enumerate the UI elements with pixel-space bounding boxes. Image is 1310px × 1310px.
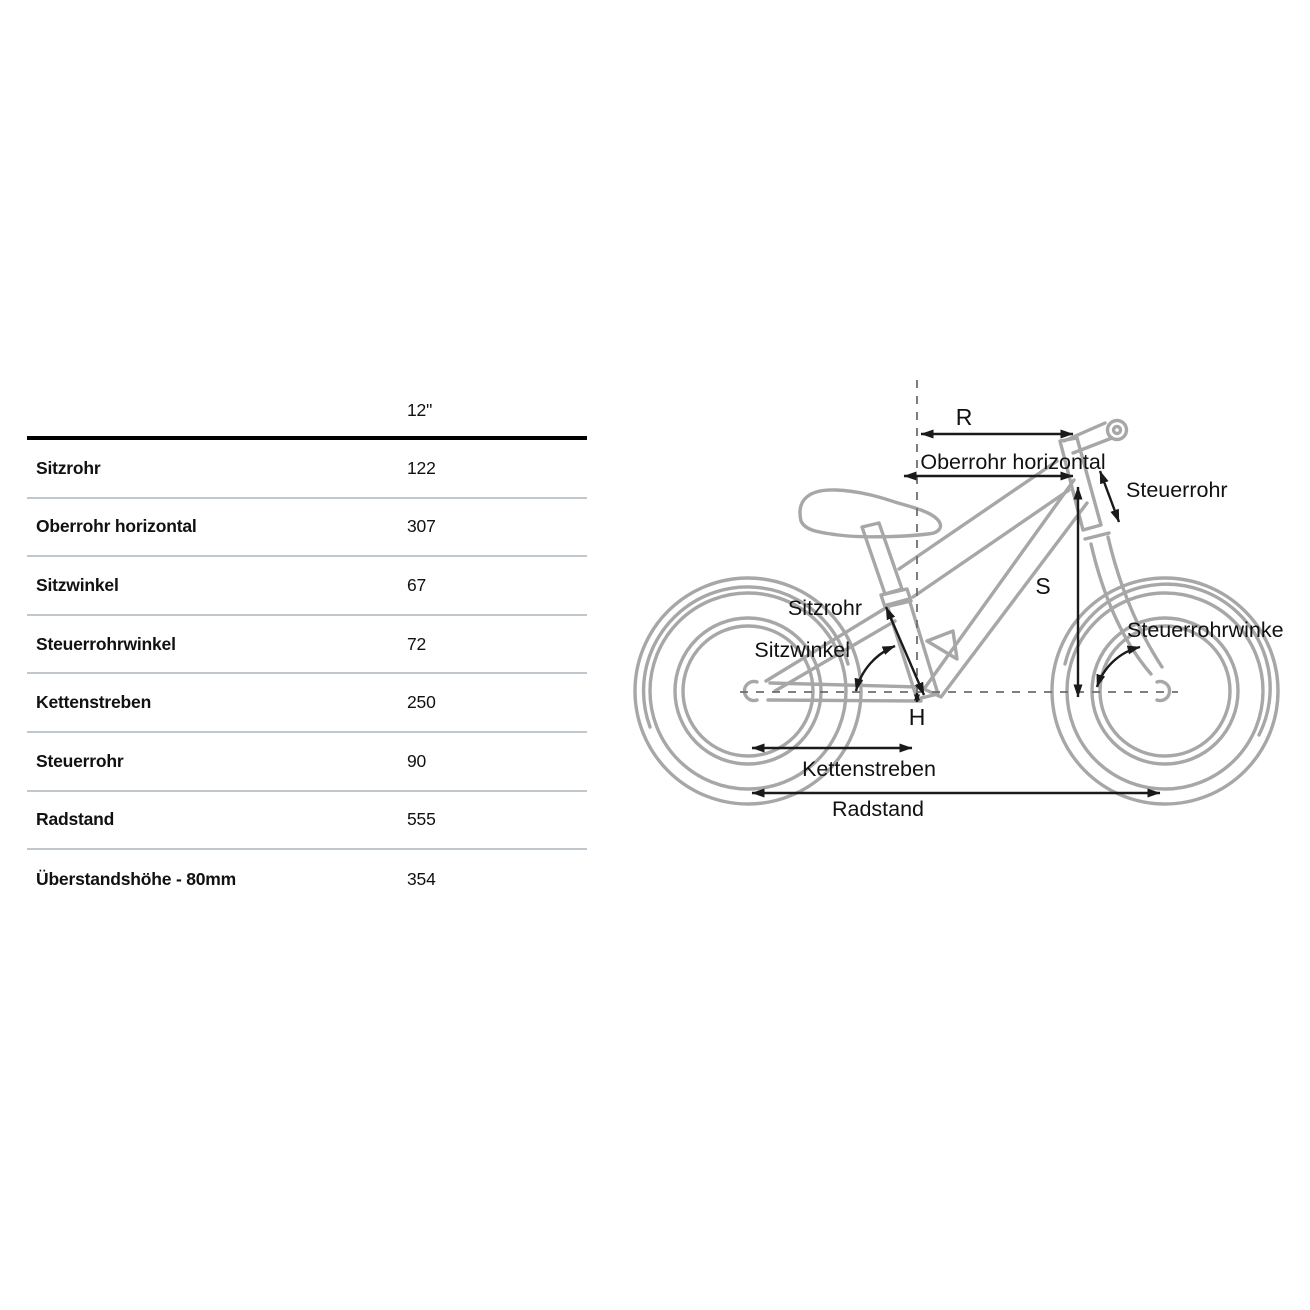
row-label: Radstand	[36, 809, 115, 830]
row-value: 307	[407, 516, 436, 537]
grip-inner	[1114, 427, 1121, 434]
top-tube-label: Oberrohr horizontal	[920, 450, 1106, 474]
row-label: Sitzrohr	[36, 457, 101, 478]
row-label: Oberrohr horizontal	[36, 516, 197, 537]
front-dropout	[1157, 682, 1170, 701]
chainstay-bottom	[768, 700, 921, 701]
frame-cutout	[927, 631, 957, 659]
seat-post	[862, 523, 902, 594]
row-label: Überstandshöhe - 80mm	[36, 868, 237, 889]
stack-label: S	[1035, 573, 1051, 599]
row-label: Steuerrohrwinkel	[36, 633, 176, 654]
chainstay-top	[770, 683, 919, 687]
bb-drop-label: H	[908, 704, 926, 730]
reach-label: R	[955, 404, 973, 430]
seat-tube-label: Sitzrohr	[787, 596, 862, 620]
row-value: 90	[407, 750, 427, 771]
row-label: Sitzwinkel	[36, 574, 119, 595]
row-value: 250	[407, 692, 436, 713]
grip-outer	[1108, 421, 1127, 440]
size-column-header: 12"	[407, 400, 433, 420]
wheelbase-label: Radstand	[831, 797, 925, 821]
seat-tube-arrow	[886, 607, 924, 695]
diagram-labels	[754, 404, 1283, 821]
saddle	[800, 490, 940, 537]
rear-dropout	[744, 682, 757, 701]
fork-crown	[1085, 533, 1109, 539]
handlebar-top	[1064, 423, 1105, 441]
row-value: 354	[407, 868, 436, 889]
front-wheel	[1052, 578, 1278, 804]
seat-angle-label: Sitzwinkel	[754, 638, 850, 662]
head-angle-label: Steuerrohrwinke	[1127, 618, 1284, 642]
row-label: Kettenstreben	[36, 692, 152, 713]
head-tube-label: Steuerrohr	[1126, 478, 1228, 502]
row-value: 72	[407, 633, 427, 654]
chainstay-label: Kettenstreben	[802, 757, 936, 781]
seat-tube	[887, 599, 938, 699]
head-tube-arrow	[1100, 471, 1119, 522]
row-value: 555	[407, 809, 436, 830]
row-value: 122	[407, 457, 436, 478]
down-tube-upper	[924, 480, 1074, 689]
row-label: Steuerrohr	[36, 750, 124, 771]
row-value: 67	[407, 574, 427, 595]
